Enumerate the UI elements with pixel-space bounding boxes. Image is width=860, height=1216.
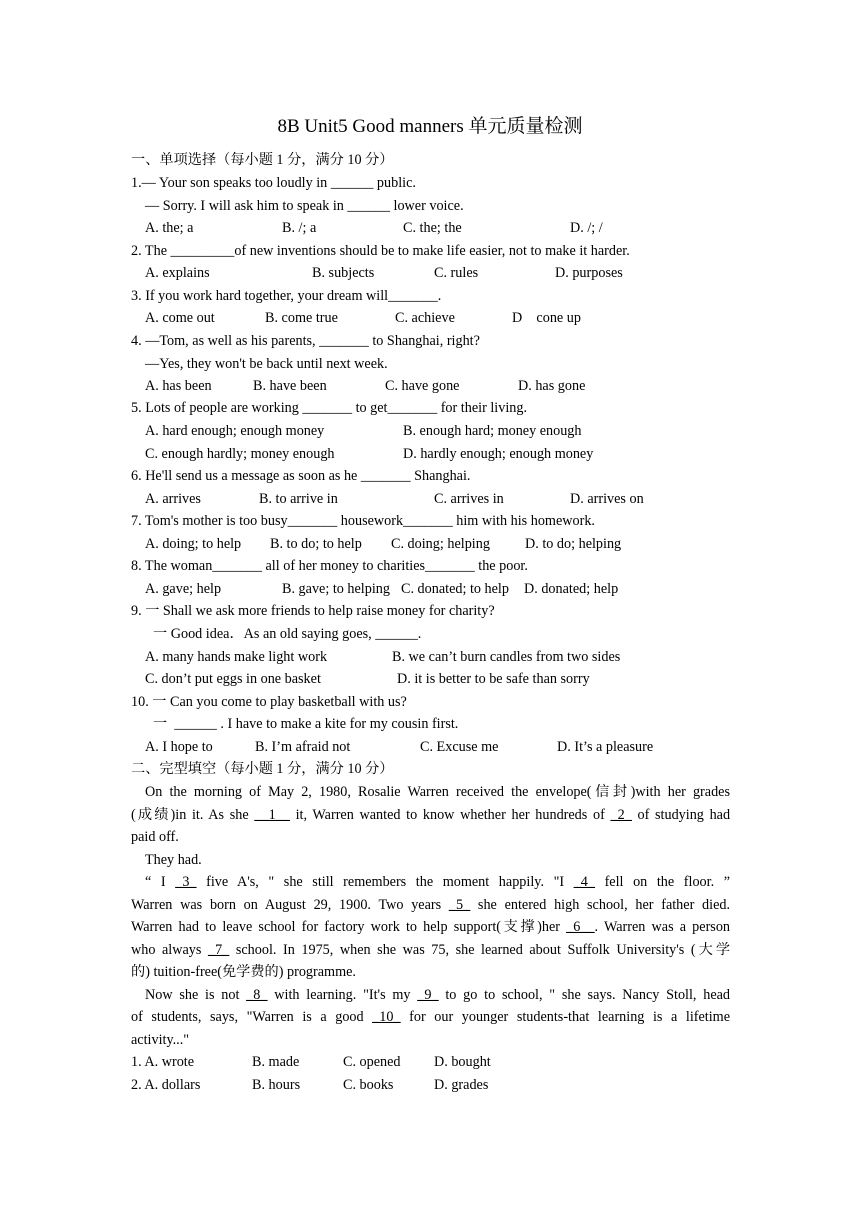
option-d: D. it is better to be safe than sorry <box>397 671 590 687</box>
passage-text: it, Warren wanted to know whether her hundreds of <box>295 807 605 823</box>
passage-text: Now she is not <box>145 987 240 1003</box>
blank-4: _4_ <box>573 874 595 890</box>
option-a: A. come out <box>145 310 215 326</box>
passage-text: to go to school, " she says. Nancy Stoll, head <box>445 987 731 1003</box>
option-c: C. rules <box>434 265 479 281</box>
question-1-reply: — Sorry. I will ask him to speak in ______ lower voice. <box>145 198 464 214</box>
page-title: 8B Unit5 Good manners 单元质量检测 <box>277 116 583 137</box>
option-c: C. books <box>343 1077 394 1093</box>
question-6: 6. He'll send us a message as soon as he _______ Shanghai. <box>131 468 471 484</box>
question-10: 10. 一 Can you come to play basketball with us? <box>131 694 407 710</box>
question-9-reply: 一 Good idea．As an old saying goes, ______. <box>153 626 422 642</box>
passage-text: of students, says, "Warren is a good <box>131 1009 364 1025</box>
option-c: C. donated; to help <box>401 581 509 597</box>
option-a: A. arrives <box>145 491 201 507</box>
option-a: 2. A. dollars <box>131 1077 201 1093</box>
option-d: D. grades <box>434 1077 489 1093</box>
passage-text: “ I <box>145 874 166 890</box>
option-b: B. subjects <box>312 265 375 281</box>
section-2-heading: 二、完型填空（每小题 1 分，满分 10 分） <box>131 761 394 777</box>
option-c: C. arrives in <box>434 491 504 507</box>
question-5-options-row2 <box>0 444 860 464</box>
question-2: 2. The _________of new inventions should be to make life easier, not to make it harder. <box>131 243 630 259</box>
option-d: D. arrives on <box>570 491 644 507</box>
section-1-heading: 一、单项选择（每小题 1 分，满分 10 分） <box>131 152 394 168</box>
passage-text: for our younger students-that learning is a lifetime <box>409 1009 730 1025</box>
question-2-options <box>0 263 860 283</box>
question-8: 8. The woman_______ all of her money to charities_______ the poor. <box>131 558 528 574</box>
question-5: 5. Lots of people are working _______ to get_______ for their living. <box>131 400 527 416</box>
passage-text: (成绩)in it. As she <box>131 807 249 823</box>
passage-line <box>131 940 730 960</box>
option-a: A. hard enough; enough money <box>145 423 325 439</box>
passage-line <box>131 1007 730 1027</box>
passage-line <box>131 917 730 937</box>
option-d: D. has gone <box>518 378 586 394</box>
passage-line: They had. <box>145 852 202 868</box>
option-c: C. the; the <box>403 220 462 236</box>
option-b: B. have been <box>253 378 327 394</box>
option-d: D cone up <box>512 310 581 326</box>
option-d: D. bought <box>434 1054 491 1070</box>
option-b: B. made <box>252 1054 300 1070</box>
passage-text: five A's, " she still remembers the moment happily. "I <box>206 874 565 890</box>
option-d: D. hardly enough; enough money <box>403 446 594 462</box>
blank-8: _8_ <box>246 987 268 1003</box>
option-a: A. the; a <box>145 220 194 236</box>
option-b: B. I’m afraid not <box>255 739 351 755</box>
passage-line <box>131 805 730 825</box>
passage-text: who always <box>131 942 202 958</box>
question-5-options-row1 <box>0 421 860 441</box>
question-3: 3. If you work hard together, your dream will_______. <box>131 288 442 304</box>
question-7-options <box>0 534 860 554</box>
question-4-options <box>0 376 860 396</box>
option-c: C. achieve <box>395 310 455 326</box>
blank-1: __1__ <box>254 807 290 823</box>
passage-text: with learning. "It's my <box>274 987 411 1003</box>
option-b: B. to do; to help <box>270 536 362 552</box>
blank-9: _9_ <box>417 987 439 1003</box>
passage-text: . Warren was a person <box>594 919 731 935</box>
question-3-options <box>0 308 860 328</box>
option-b: B. gave; to helping <box>282 581 390 597</box>
passage-text: she entered high school, her father died. <box>477 897 731 913</box>
option-b: B. we can’t burn candles from two sides <box>392 649 621 665</box>
question-9: 9. 一 Shall we ask more friends to help raise money for charity? <box>131 603 495 619</box>
question-6-options <box>0 489 860 509</box>
question-9-options-row1 <box>0 647 860 667</box>
passage-text: Warren was born on August 29, 1900. Two years <box>131 897 442 913</box>
question-1: 1.— Your son speaks too loudly in ______ public. <box>131 175 416 191</box>
option-d: D. donated; help <box>524 581 619 597</box>
option-a: A. explains <box>145 265 210 281</box>
passage-text: fell on the floor. ” <box>604 874 731 890</box>
option-a: A. gave; help <box>145 581 222 597</box>
passage-line <box>145 872 730 892</box>
passage-line: On the morning of May 2, 1980, Rosalie Warren received the envelope(信封)with her grades <box>145 784 730 800</box>
option-a: A. many hands make light work <box>145 649 328 665</box>
option-d: D. to do; helping <box>525 536 622 552</box>
passage-text: of studying had <box>637 807 731 823</box>
option-c: C. doing; helping <box>391 536 490 552</box>
option-c: C. enough hardly; money enough <box>145 446 335 462</box>
blank-6: _6__ <box>566 919 595 935</box>
option-b: B. come true <box>265 310 338 326</box>
passage-text: school. In 1975, when she was 75, she learned about Suffolk University's (大学 <box>235 942 731 958</box>
blank-5: _5_ <box>448 897 471 913</box>
option-c: C. opened <box>343 1054 401 1070</box>
option-b: B. /; a <box>282 220 317 236</box>
passage-line: 的) tuition-free(免学费的) programme. <box>131 964 356 980</box>
question-4-reply: —Yes, they won't be back until next week. <box>145 356 388 372</box>
option-b: B. enough hard; money enough <box>403 423 582 439</box>
question-4: 4. —Tom, as well as his parents, _______ to Shanghai, right? <box>131 333 480 349</box>
option-a: A. I hope to <box>145 739 213 755</box>
blank-3: _3_ <box>175 874 197 890</box>
option-a: 1. A. wrote <box>131 1054 195 1070</box>
option-d: D. /; / <box>570 220 603 236</box>
question-1-options <box>0 218 860 238</box>
question-10-reply: 一 ______ . I have to make a kite for my cousin first. <box>153 716 459 732</box>
question-7: 7. Tom's mother is too busy_______ housework_______ him with his homework. <box>131 513 595 529</box>
option-c: C. don’t put eggs in one basket <box>145 671 321 687</box>
question-9-options-row2 <box>0 669 860 689</box>
blank-10: _10_ <box>372 1009 401 1025</box>
cloze-answer-row-1 <box>0 1052 860 1072</box>
cloze-answer-row-2 <box>0 1075 860 1095</box>
option-b: B. to arrive in <box>259 491 338 507</box>
question-10-options <box>0 737 860 757</box>
option-c: C. Excuse me <box>420 739 499 755</box>
blank-2: _2_ <box>610 807 632 823</box>
passage-line <box>145 985 730 1005</box>
option-d: D. It’s a pleasure <box>557 739 654 755</box>
option-a: A. has been <box>145 378 212 394</box>
passage-line: paid off. <box>131 829 179 845</box>
option-a: A. doing; to help <box>145 536 242 552</box>
option-c: C. have gone <box>385 378 460 394</box>
blank-7: _7_ <box>207 942 230 958</box>
passage-line: activity..." <box>131 1032 190 1048</box>
option-b: B. hours <box>252 1077 301 1093</box>
option-d: D. purposes <box>555 265 623 281</box>
passage-text: Warren had to leave school for factory work to help support(支撑)her <box>131 919 561 935</box>
passage-line <box>131 895 730 915</box>
question-8-options <box>0 579 860 599</box>
